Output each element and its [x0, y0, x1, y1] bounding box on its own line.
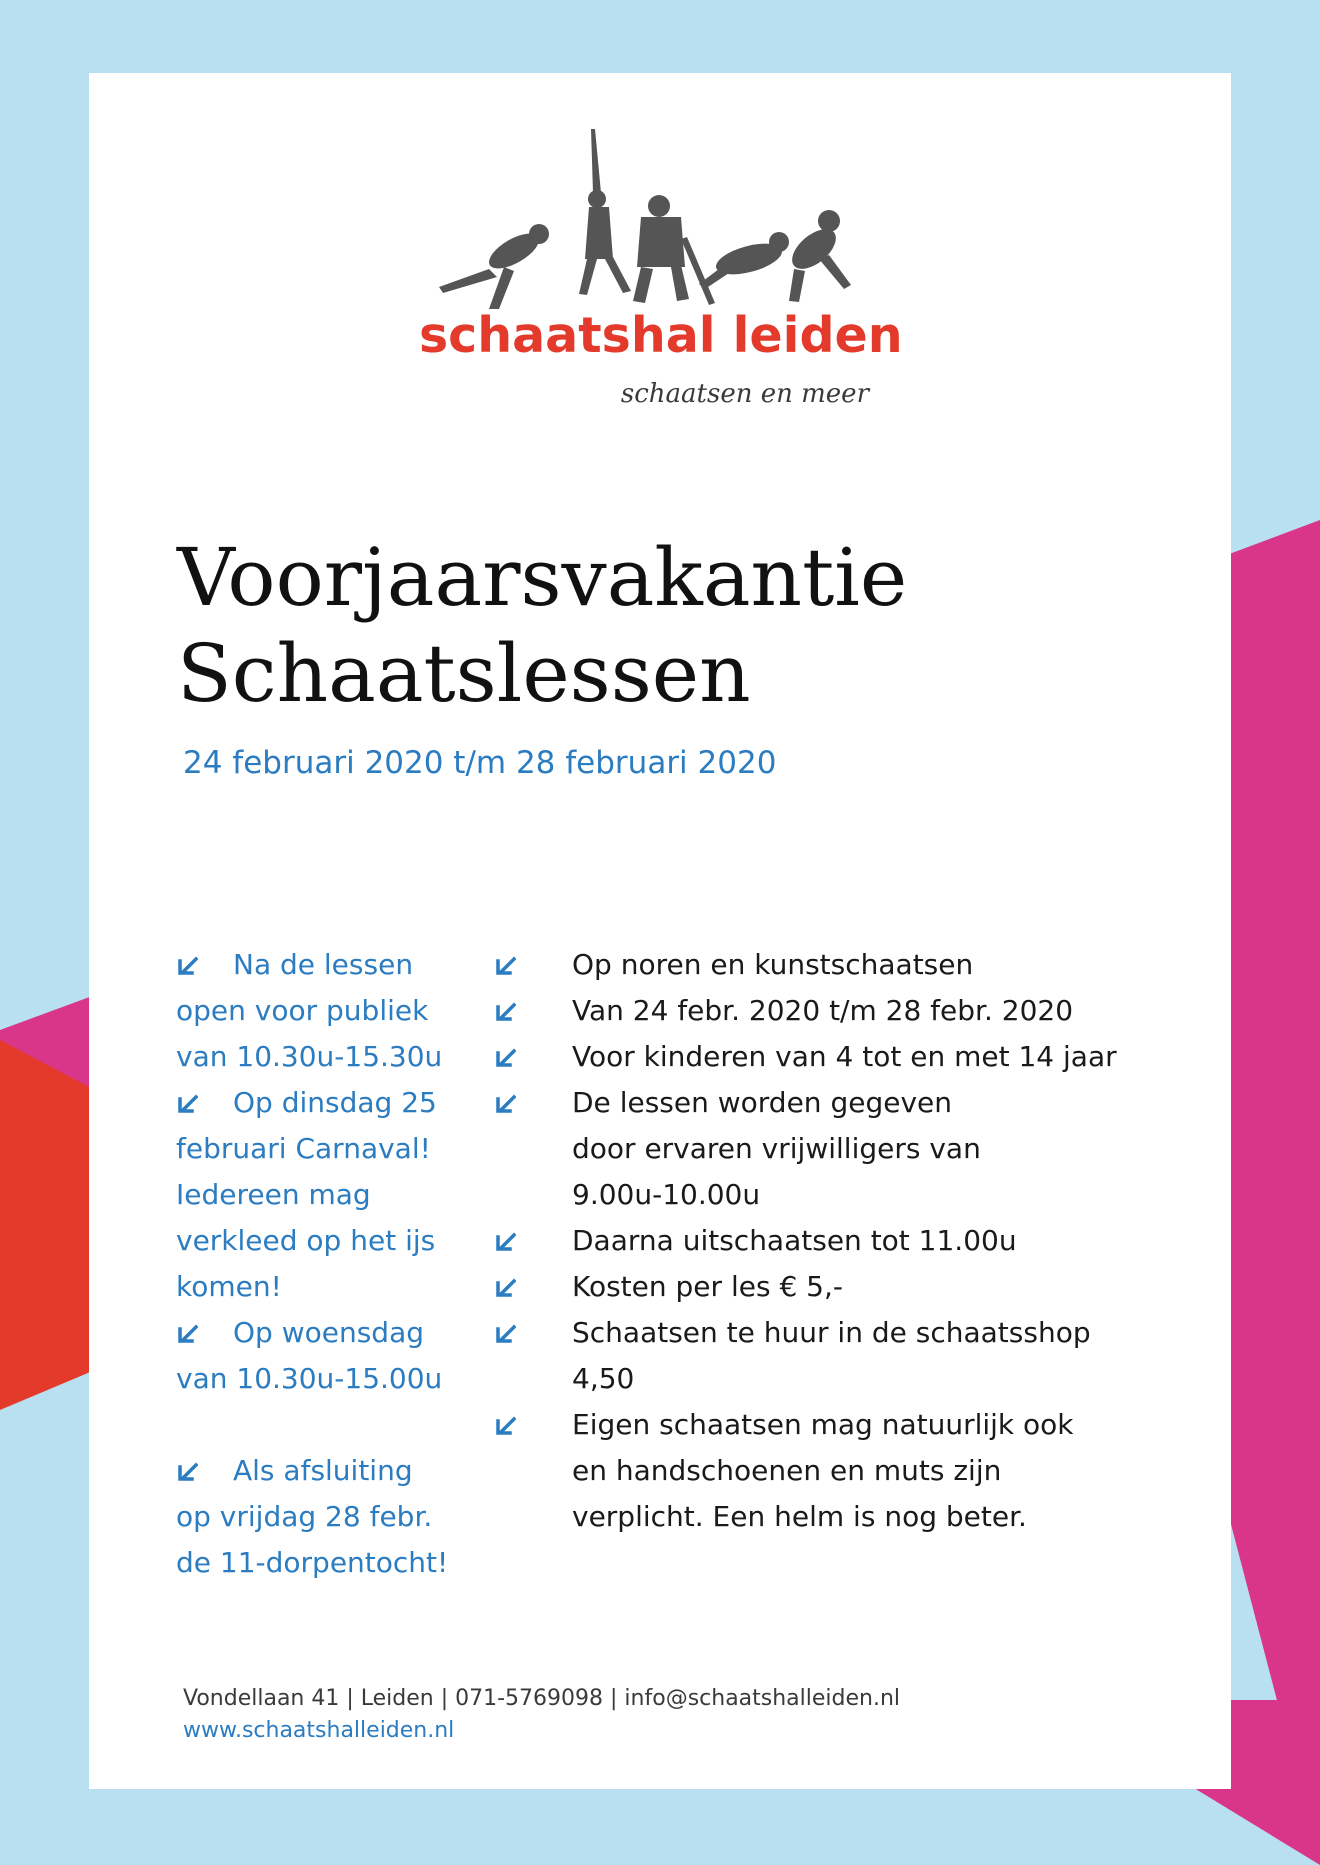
arrow-down-left-icon	[176, 1323, 198, 1345]
date-range: 24 februari 2020 t/m 28 februari 2020	[183, 745, 777, 781]
list-spacer	[176, 1402, 476, 1448]
flyer-card	[89, 73, 1231, 1789]
right-column	[494, 942, 1214, 1540]
list-item-line: Op dinsdag 25	[233, 1086, 437, 1119]
list-item-line: Eigen schaatsen mag natuurlijk ook	[572, 1408, 1074, 1441]
list-item-line: Na de lessen	[233, 948, 414, 981]
left-list-item	[176, 1448, 476, 1586]
right-list-item	[494, 942, 1214, 988]
logo-wordmark: schaatshal leiden	[419, 307, 903, 364]
footer-address: Vondellaan 41 | Leiden | 071-5769098 | info@schaatshalleiden.nl	[183, 1686, 901, 1711]
left-list-item	[176, 942, 476, 1080]
arrow-down-left-icon	[494, 1231, 516, 1253]
list-item-line: Van 24 febr. 2020 t/m 28 febr. 2020	[572, 994, 1074, 1027]
list-item-line: Als afsluiting	[233, 1454, 413, 1487]
right-list-item	[494, 1310, 1214, 1402]
right-list-item	[494, 1402, 1214, 1540]
list-item-line: Daarna uitschaatsen tot 11.00u	[572, 1224, 1017, 1257]
page-title	[177, 530, 907, 722]
list-item-line: op vrijdag 28 febr.	[176, 1500, 433, 1533]
arrow-down-left-icon	[494, 1415, 516, 1437]
arrow-down-left-icon	[494, 1093, 516, 1115]
list-item-line: Iedereen mag	[176, 1178, 371, 1211]
arrow-down-left-icon	[494, 1323, 516, 1345]
list-item-line: Voor kinderen van 4 tot en met 14 jaar	[572, 1040, 1117, 1073]
left-list-item	[176, 1310, 476, 1402]
list-item-line: open voor publiek	[176, 994, 429, 1027]
list-item-line: Schaatsen te huur in de schaatsshop	[572, 1316, 1091, 1349]
list-item-line: De lessen worden gegeven	[572, 1086, 952, 1119]
left-list-item	[176, 1080, 476, 1310]
list-item-line: Op noren en kunstschaatsen	[572, 948, 974, 981]
list-item-line: de 11-dorpentocht!	[176, 1546, 449, 1579]
title-line-1: Voorjaarsvakantie	[177, 531, 908, 624]
list-item-line: 4,50	[572, 1362, 635, 1395]
arrow-down-left-icon	[494, 1047, 516, 1069]
arrow-down-left-icon	[494, 955, 516, 977]
list-item-line: Op woensdag	[233, 1316, 425, 1349]
right-list-item	[494, 1034, 1214, 1080]
right-list-item	[494, 1080, 1214, 1218]
list-item-line: van 10.30u-15.00u	[176, 1362, 443, 1395]
arrow-down-left-icon	[176, 1461, 198, 1483]
list-item-line: en handschoenen en muts zijn	[572, 1454, 1002, 1487]
footer	[183, 1683, 900, 1747]
right-list-item	[494, 1264, 1214, 1310]
arrow-down-left-icon	[176, 1093, 198, 1115]
arrow-down-left-icon	[494, 1001, 516, 1023]
logo	[419, 109, 903, 489]
footer-website-link[interactable]: www.schaatshalleiden.nl	[183, 1718, 455, 1743]
list-item-line: 9.00u-10.00u	[572, 1178, 761, 1211]
list-item-line: van 10.30u-15.30u	[176, 1040, 443, 1073]
right-list-item	[494, 988, 1214, 1034]
list-item-line: verkleed op het ijs	[176, 1224, 436, 1257]
list-item-line: Kosten per les € 5,-	[572, 1270, 843, 1303]
red-shape-left	[0, 1040, 95, 1410]
skaters-silhouette-icon	[419, 109, 899, 309]
left-column	[176, 942, 476, 1586]
list-item-line: door ervaren vrijwilligers van	[572, 1132, 981, 1165]
logo-tagline: schaatsen en meer	[620, 379, 869, 409]
arrow-down-left-icon	[176, 955, 198, 977]
arrow-down-left-icon	[494, 1277, 516, 1299]
list-item-line: februari Carnaval!	[176, 1132, 431, 1165]
right-list-item	[494, 1218, 1214, 1264]
title-line-2: Schaatslessen	[177, 627, 751, 720]
list-item-line: komen!	[176, 1270, 282, 1303]
list-item-line: verplicht. Een helm is nog beter.	[572, 1500, 1027, 1533]
